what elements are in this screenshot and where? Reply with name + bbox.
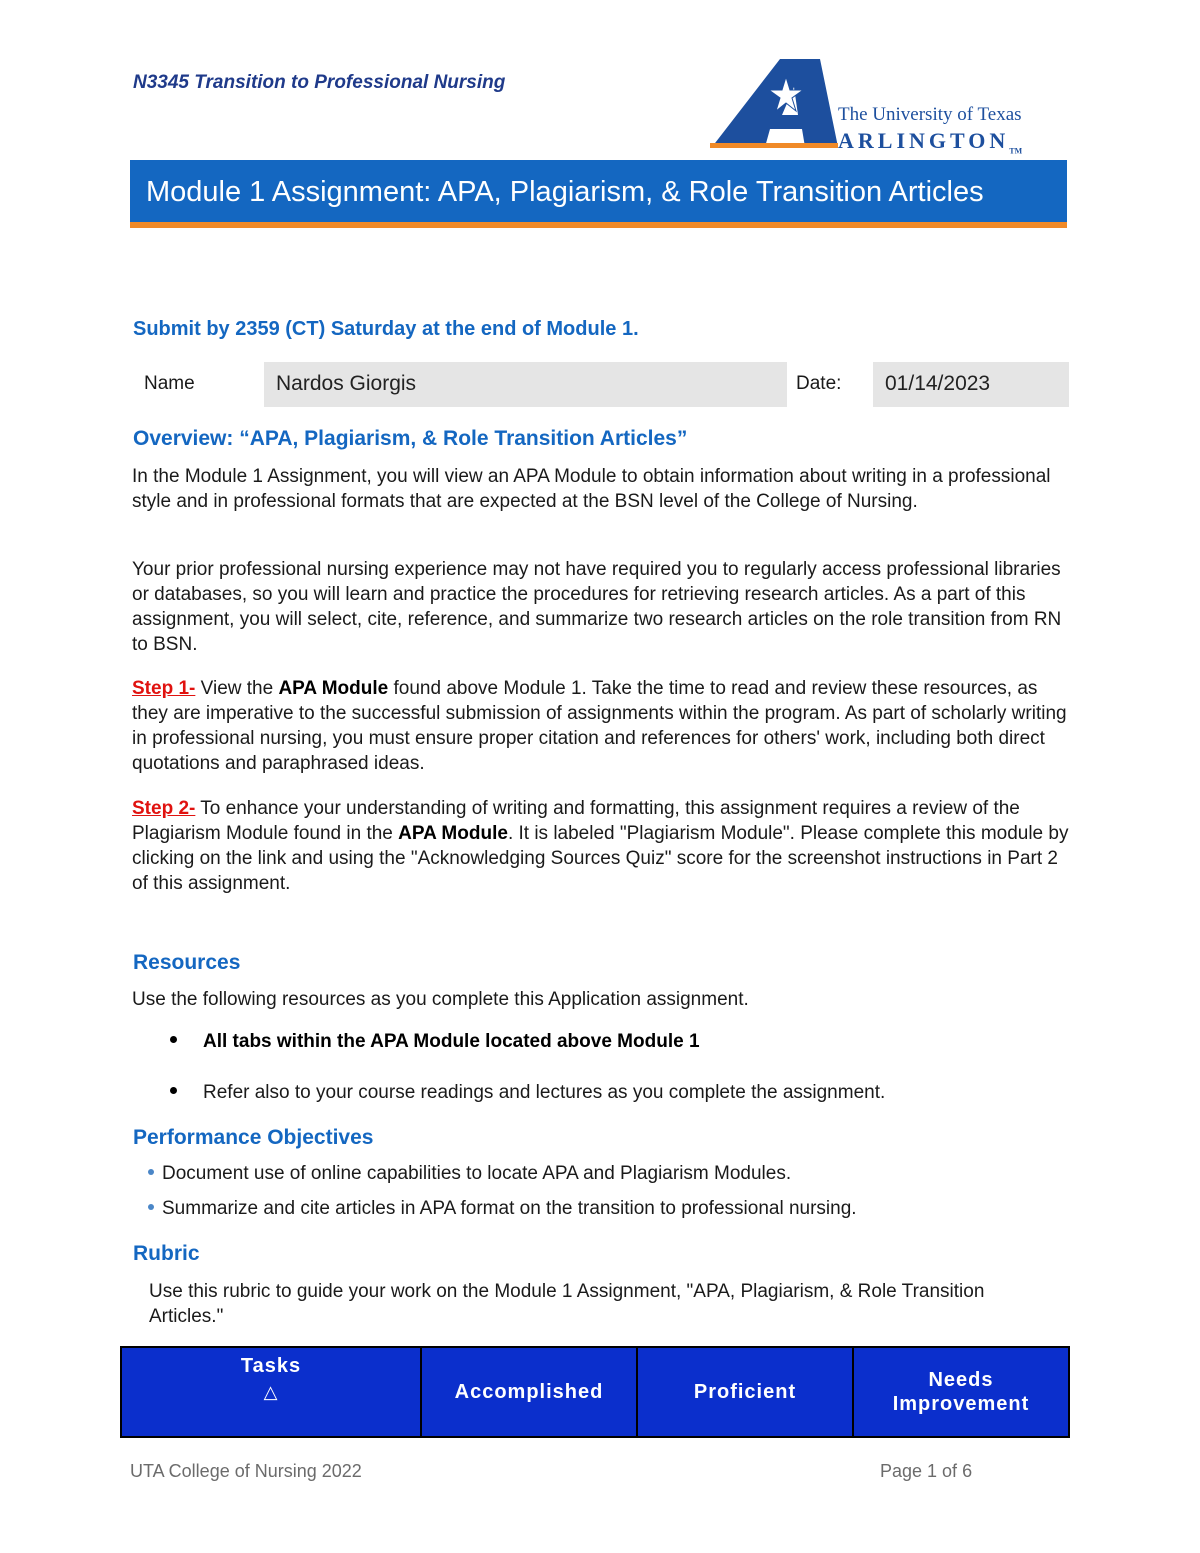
rubric-heading: Rubric	[133, 1242, 200, 1265]
date-field[interactable]: 01/14/2023	[873, 362, 1069, 407]
objective-item-text: Summarize and cite articles in APA format on the transition to professional nursing.	[162, 1198, 857, 1219]
rubric-col-tasks-label: Tasks	[240, 1355, 302, 1377]
title-banner-stripe	[130, 222, 1067, 228]
rubric-col-needs-label-1: Needs	[928, 1369, 994, 1391]
overview-paragraph-2: Your prior professional nursing experience may not have required you to regularly access professional libraries or databases, so you will learn and practice the procedures for retrieving research articles. As a part of this assignment, you will select, cite, reference, and summarize two research articles on the role transition from RN to BSN.	[132, 559, 1062, 655]
rubric-col-needs-label-2: Improvement	[892, 1393, 1030, 1415]
footer-college: UTA College of Nursing 2022	[130, 1461, 362, 1481]
rubric-col-needs-improvement	[854, 1348, 1068, 1436]
step-2-apa-module: APA Module	[398, 823, 508, 844]
date-label: Date:	[796, 373, 842, 394]
step-2-text-a: To enhance your understanding of writing and formatting, this assignment requires a review of the Plagiarism Module found in the	[132, 798, 1020, 844]
bullet-icon	[148, 1169, 154, 1175]
rubric-col-accomplished-label: Accomplished	[454, 1381, 604, 1403]
overview-paragraph-1: In the Module 1 Assignment, you will view an APA Module to obtain information about writing in a professional style and in professional formats that are expected at the BSN level of the College of Nursing.	[132, 466, 1051, 512]
course-title: N3345 Transition to Professional Nursing	[133, 72, 506, 93]
step-1-label: Step 1-	[132, 678, 196, 699]
resources-intro: Use the following resources as you complete this Application assignment.	[132, 989, 749, 1010]
sort-triangle-icon[interactable]: △	[263, 1382, 279, 1402]
rubric-intro: Use this rubric to guide your work on the Module 1 Assignment, "APA, Plagiarism, & Role Transition Articles."	[149, 1281, 985, 1327]
resources-heading: Resources	[133, 951, 241, 974]
rubric-col-tasks[interactable]	[122, 1348, 422, 1436]
logo-university-text: The University of Texas	[838, 104, 1022, 125]
resources-item-text: Refer also to your course readings and lectures as you complete the assignment.	[203, 1082, 886, 1103]
footer-page-number: Page 1 of 6	[880, 1461, 973, 1481]
objectives-heading: Performance Objectives	[133, 1126, 374, 1149]
name-label: Name	[144, 373, 195, 394]
name-field[interactable]: Nardos Giorgis	[264, 362, 787, 407]
objective-item	[148, 1198, 857, 1220]
bullet-icon	[148, 1204, 154, 1210]
objective-item	[148, 1163, 791, 1185]
bullet-icon	[170, 1087, 177, 1094]
page-title: Module 1 Assignment: APA, Plagiarism, & Role Transition Articles	[146, 176, 984, 208]
resources-item-text: All tabs within the APA Module located above Module 1	[203, 1031, 700, 1052]
bullet-icon	[170, 1036, 177, 1043]
step-2-text-b: . It is labeled "Plagiarism Module". Please complete this module by clicking on the link and using the "Acknowledging Sources Quiz" score for the screenshot instructions in Part 2 of this assignment.	[132, 823, 1069, 894]
rubric-table-header	[120, 1346, 1070, 1438]
rubric-col-proficient-label: Proficient	[693, 1381, 797, 1403]
objective-item-text: Document use of online capabilities to locate APA and Plagiarism Modules.	[162, 1163, 792, 1184]
submit-deadline: Submit by 2359 (CT) Saturday at the end of Module 1.	[133, 318, 639, 340]
logo-tm: TM	[1009, 146, 1023, 156]
step-1-text-b: found above Module 1. Take the time to read and review these resources, as they are imperative to the successful submission of assignments within the program. As part of scholarly writing in professional nursing, you must ensure proper citation and references for others' work, including both direct quotations and paraphrased ideas.	[132, 678, 1067, 774]
resources-item	[170, 1082, 885, 1104]
logo-arlington-word: ARLINGTON	[838, 128, 1010, 153]
resources-item	[170, 1031, 700, 1053]
step-2-paragraph	[132, 796, 1077, 896]
step-2-label: Step 2-	[132, 798, 196, 819]
rubric-col-accomplished	[422, 1348, 638, 1436]
rubric-col-proficient	[638, 1348, 854, 1436]
step-1-apa-module: APA Module	[278, 678, 389, 699]
step-1-paragraph	[132, 676, 1077, 776]
logo-arlington-text	[838, 128, 1022, 155]
overview-heading: Overview: “APA, Plagiarism, & Role Transition Articles”	[133, 427, 688, 450]
step-1-text-a: View the	[195, 678, 279, 699]
